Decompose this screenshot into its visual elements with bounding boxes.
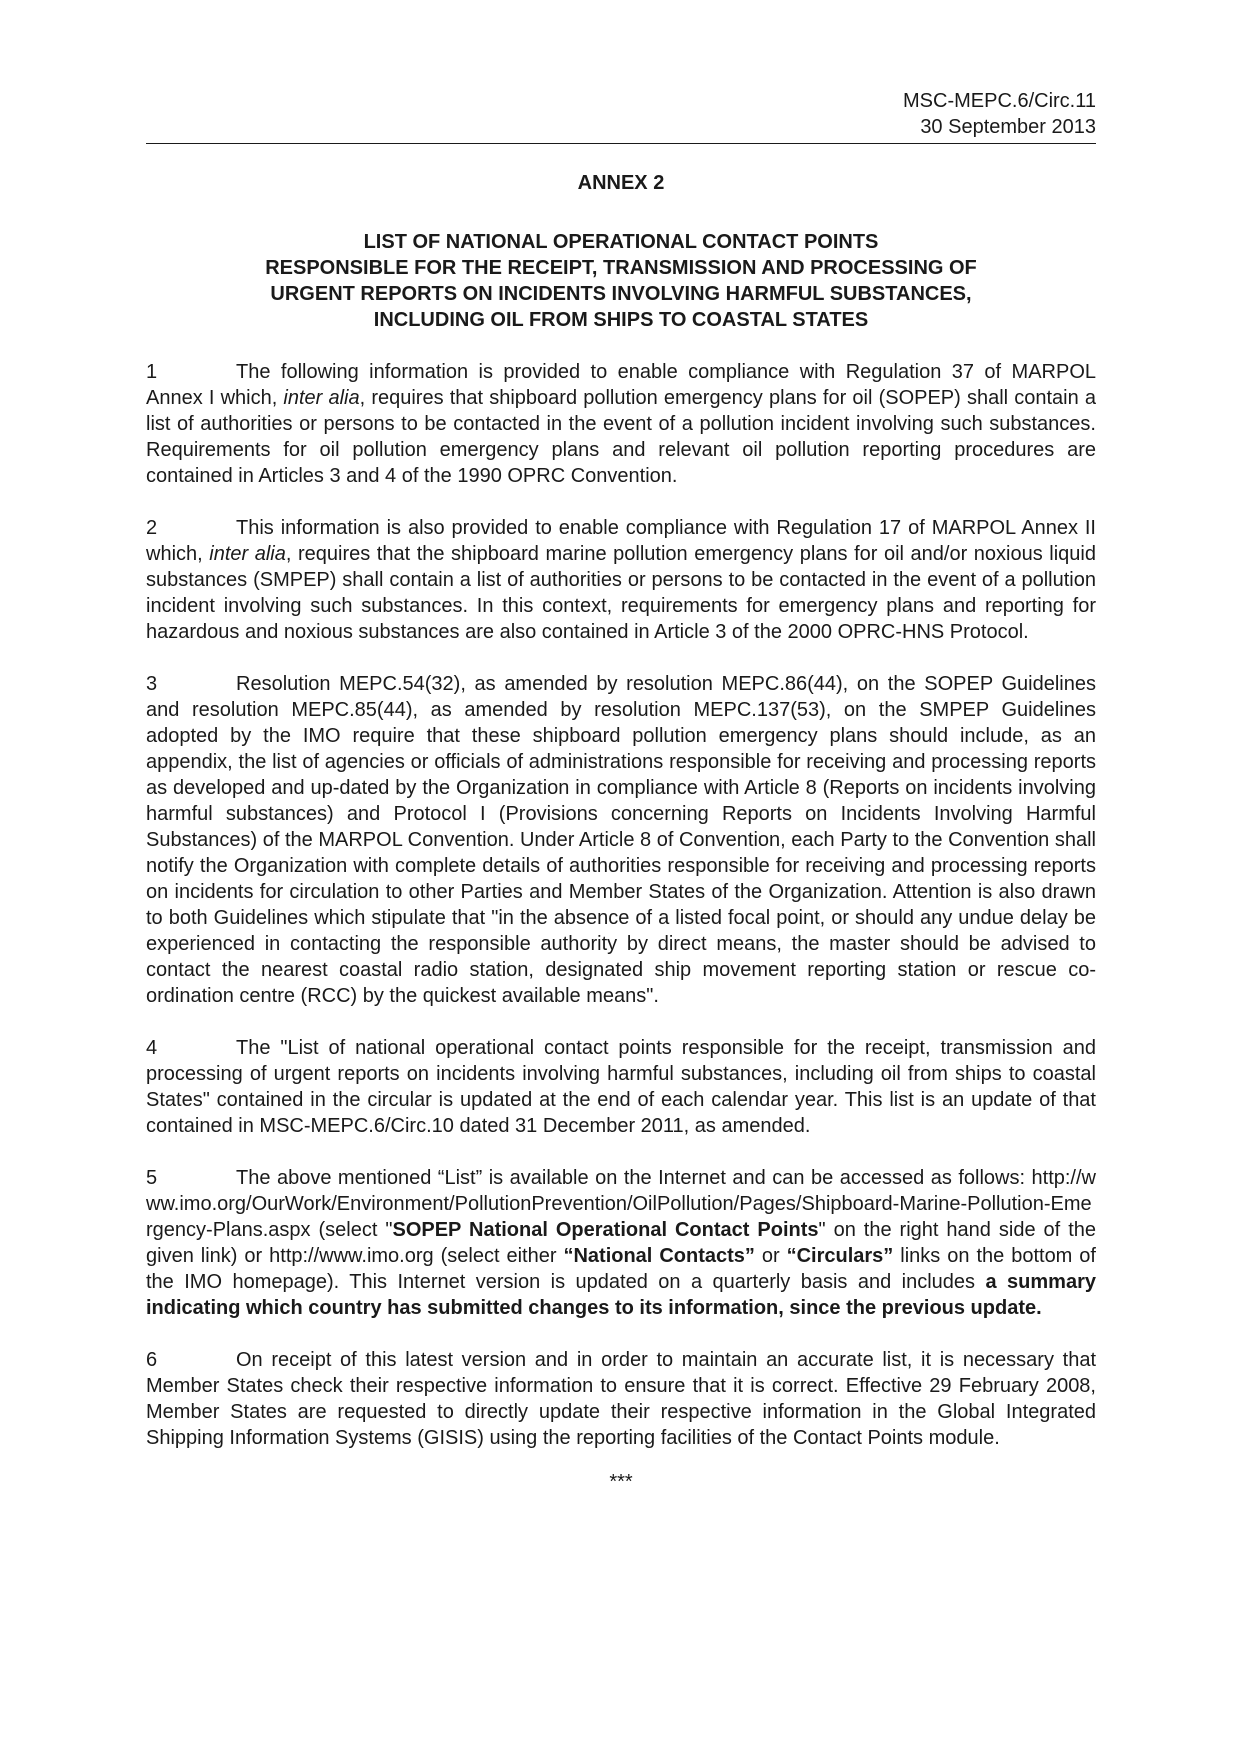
title-line: LIST OF NATIONAL OPERATIONAL CONTACT POINTS (363, 231, 879, 253)
paragraph-text: (select " (310, 1219, 393, 1241)
paragraph-text: The following information is provided to enable compliance with Regulation 37 of MARPOL Annex I which, (146, 361, 1096, 409)
paragraph-2 (146, 515, 1096, 645)
paragraph-5 (146, 1165, 1096, 1321)
title-line: RESPONSIBLE FOR THE RECEIPT, TRANSMISSION AND PROCESSING OF (265, 257, 977, 279)
paragraph-text: , requires that the shipboard marine pollution emergency plans for oil and/or noxious liquid substances (SMPEP) shall contain a list of authorities or persons to be contacted in the event of a pollution incident involving such substances. In this context, requirements for emergency plans and reporting for hazardous and noxious substances are also contained in Article 3 of the 2000 OPRC-HNS Protocol. (146, 543, 1096, 643)
paragraph-text: The "List of national operational contact points responsible for the receipt, transmission and processing of urgent reports on incidents involving harmful substances, including oil from ships to coastal States" contained in the circular is updated at the end of each calendar year. This list is an update of that contained in MSC-MEPC.6/Circ.10 dated 31 December 2011, as amended. (146, 1037, 1096, 1137)
paragraph-number: 6 (146, 1349, 158, 1371)
paragraph-text: On receipt of this latest version and in order to maintain an accurate list, it is necessary that Member States check their respective information to ensure that it is correct. Effective 29 February 2008, Member States are requested to directly update their respective information in the Global Integrated Shipping Information Systems (GISIS) using the reporting facilities of the Contact Points module. (146, 1349, 1096, 1449)
paragraph-bold: “National Contacts” (563, 1245, 755, 1267)
paragraph-text: " on the right hand side of the given link) or http://www.imo.org (select either (146, 1219, 1096, 1267)
title-line: URGENT REPORTS ON INCIDENTS INVOLVING HARMFUL SUBSTANCES, (270, 283, 972, 305)
paragraph-text: links on the bottom of the IMO homepage). This Internet version is updated on a quarterly basis and includes (146, 1245, 1096, 1293)
paragraph-text: This information is also provided to enable compliance with Regulation 17 of MARPOL Annex II which, (146, 517, 1096, 565)
sopep-url-link[interactable]: http://www.imo.org/OurWork/Environment/PollutionPrevention/OilPollution/Pages/Shipboard-Marine-Pollution-Emergency-Plans.aspx (146, 1167, 1096, 1241)
paragraph-4 (146, 1035, 1096, 1139)
paragraph-italic: inter alia (283, 387, 360, 409)
document-header (146, 88, 1096, 140)
paragraph-number: 2 (146, 517, 158, 539)
paragraph-number: 4 (146, 1037, 158, 1059)
document-reference: MSC-MEPC.6/Circ.11 (903, 90, 1096, 112)
paragraph-3 (146, 671, 1096, 1009)
paragraph-text: , requires that shipboard pollution emergency plans for oil (SOPEP) shall contain a list of authorities or persons to be contacted in the event of a pollution incident involving such substances. Requirements for oil pollution emergency plans and relevant oil pollution reporting procedures are contained in Articles 3 and 4 of the 1990 OPRC Convention. (146, 387, 1096, 487)
annex-heading: ANNEX 2 (577, 172, 665, 194)
paragraph-number: 1 (146, 361, 158, 383)
document-title (146, 229, 1096, 333)
paragraph-text: The above mentioned “List” is available on the Internet and can be accessed as follows: (236, 1167, 1032, 1189)
paragraph-text: or (754, 1245, 787, 1267)
title-line: INCLUDING OIL FROM SHIPS TO COASTAL STATES (373, 309, 869, 331)
paragraph-bold: a summary indicating which country has submitted changes to its information, since the previous update. (146, 1271, 1096, 1319)
paragraph-1 (146, 359, 1096, 489)
paragraph-italic: inter alia (209, 543, 286, 565)
paragraph-number: 3 (146, 673, 158, 695)
paragraph-bold: “Circulars” (786, 1245, 894, 1267)
header-divider (146, 143, 1096, 144)
paragraph-number: 5 (146, 1167, 158, 1189)
paragraph-text: Resolution MEPC.54(32), as amended by resolution MEPC.86(44), on the SOPEP Guidelines and resolution MEPC.85(44), as amended by resolution MEPC.137(53), on the SMPEP Guidelines adopted by the IMO require that these shipboard pollution emergency plans should include, as an appendix, the list of agencies or officials of administrations responsible for receiving and processing reports as developed and up-dated by the Organization in compliance with Article 8 (Reports on incidents involving harmful substances) and Protocol I (Provisions concerning Reports on Incidents Involving Harmful Substances) of the MARPOL Convention. Under Article 8 of Convention, each Party to the Convention shall notify the Organization with complete details of authorities responsible for receiving and processing reports on incidents for circulation to other Parties and Member States of the Organization. Attention is also drawn to both Guidelines which stipulate that "in the absence of a listed focal point, or should any undue delay be experienced in contacting the responsible authority by direct means, the master should be advised to contact the nearest coastal radio station, designated ship movement reporting station or rescue co-ordination centre (RCC) by the quickest available means". (146, 673, 1096, 1007)
document-page (146, 88, 1096, 1494)
end-mark: *** (609, 1471, 633, 1493)
paragraph-bold: SOPEP National Operational Contact Points (392, 1219, 819, 1241)
paragraph-6 (146, 1347, 1096, 1451)
document-date: 30 September 2013 (920, 116, 1096, 138)
